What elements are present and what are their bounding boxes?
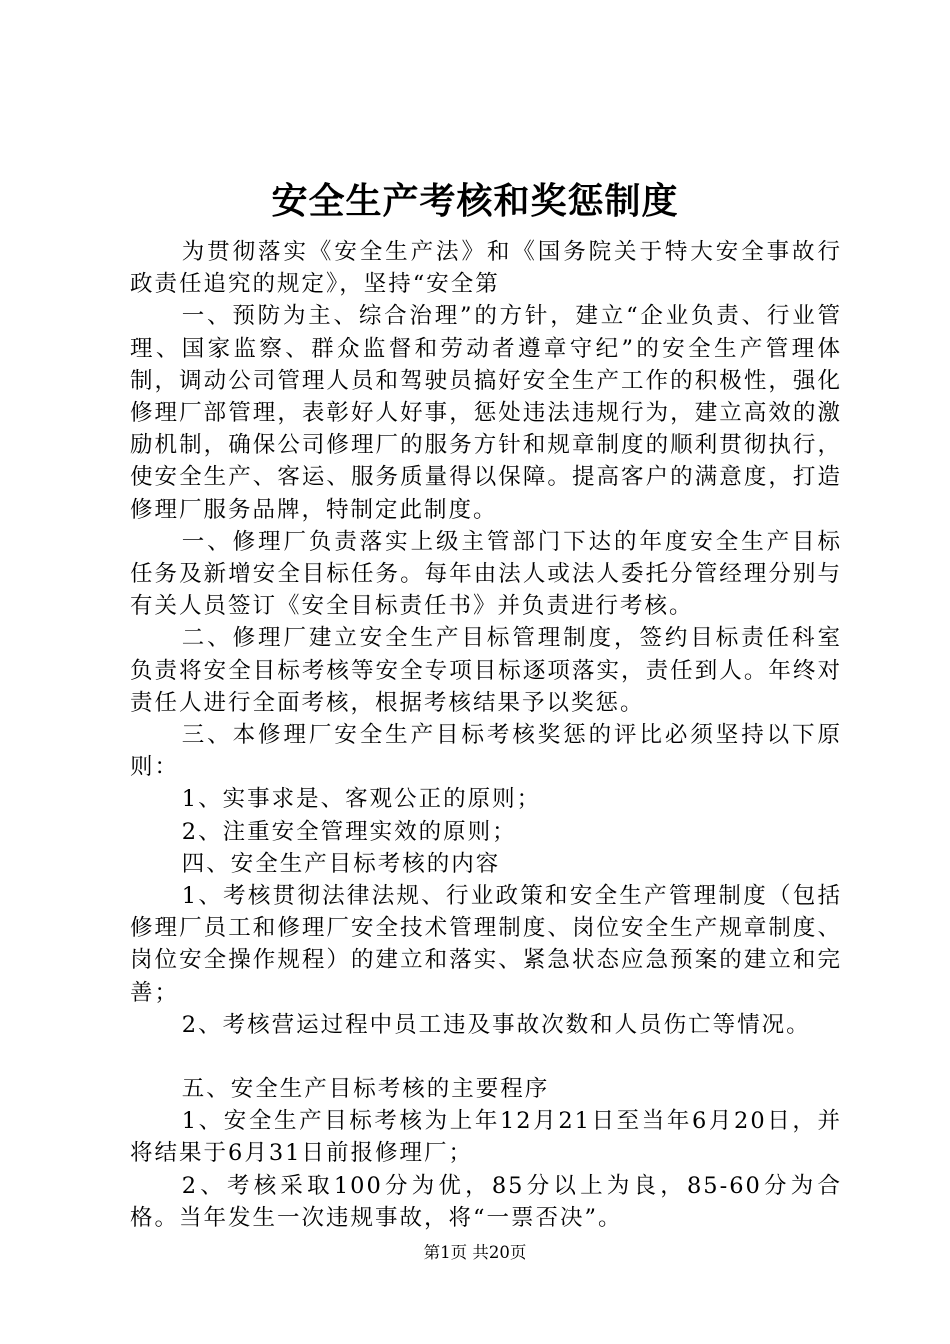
paragraph: 2、考核采取100分为优，85分以上为良，85-60分为合格。当年发生一次违规事故，将“一票否决”。 [130,1172,842,1231]
paragraph: 四、安全生产目标考核的内容 [181,850,501,877]
paragraph: 1、考核贯彻法律法规、行业政策和安全生产管理制度（包括修理厂员工和修理厂安全技术管理制度、岗位安全生产规章制度、岗位安全操作规程）的建立和落实、紧急状态应急预案的建立和完善； [130,883,842,1006]
page-footer: 第1页 共20页 [423,1243,527,1262]
paragraph: 三、本修理厂安全生产目标考核奖惩的评比必须坚持以下原则： [130,722,842,781]
paragraph: 2、注重安全管理实效的原则； [181,818,517,845]
paragraph: 为贯彻落实《安全生产法》和《国务院关于特大安全事故行政责任追究的规定》，坚持“安全第 [130,239,842,298]
paragraph: 1、实事求是、客观公正的原则； [181,786,542,813]
paragraph: 五、安全生产目标考核的主要程序 [181,1076,550,1103]
paragraph: 一、修理厂负责落实上级主管部门下达的年度安全生产目标任务及新增安全目标任务。每年由法人或法人委托分管经理分别与有关人员签订《安全目标责任书》并负责进行考核。 [130,528,842,620]
blank-line [130,1041,842,1073]
paragraph: 1、安全生产目标考核为上年12月21日至当年6月20日，并将结果于6月31日前报修理厂； [130,1108,842,1167]
paragraph: 一、预防为主、综合治理”的方针，建立“企业负责、行业管理、国家监察、群众监督和劳动者遵章守纪”的安全生产管理体制，调动公司管理人员和驾驶员搞好安全生产工作的积极性，强化修理厂部管理，表彰好人好事，惩处违法违规行为，建立高效的激励机制，确保公司修理厂的服务方针和规章制度的顺利贯彻执行，使安全生产、客运、服务质量得以保障。提高客户的满意度，打造修理厂服务品牌，特制定此制度。 [130,303,842,523]
paragraph: 2、考核营运过程中员工违及事故次数和人员伤亡等情况。 [181,1011,811,1038]
document-title: 安全生产考核和奖惩制度 [271,180,679,222]
document-body [130,236,842,1234]
paragraph: 二、修理厂建立安全生产目标管理制度，签约目标责任科室负责将安全目标考核等安全专项目标逐项落实，责任到人。年终对责任人进行全面考核，根据考核结果予以奖惩。 [130,625,842,716]
